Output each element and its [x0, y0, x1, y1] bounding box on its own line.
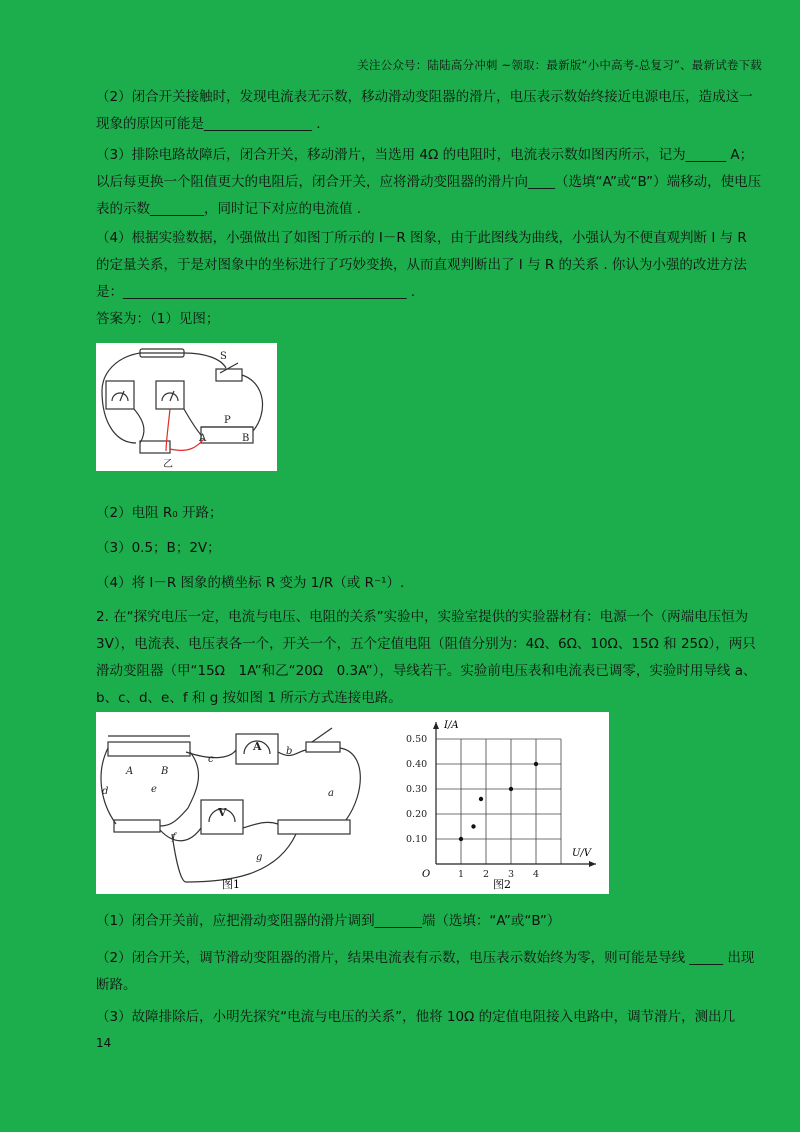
label-a: A: [199, 433, 207, 444]
figure-1-caption: 图1: [222, 878, 240, 891]
y-axis-label: I/A: [444, 720, 459, 731]
data-point: [471, 824, 475, 828]
page-number: 14: [96, 1036, 112, 1050]
answer-2: （2）电阻 R₀ 开路；: [96, 505, 223, 521]
circuit-label-f: f: [172, 832, 176, 843]
question-2-3: （3）故障排除后，小明先探究“电流与电压的关系”，他将 10Ω 的定值电阻接入电路中，调节滑片，测出几: [96, 1009, 736, 1025]
x-axis-arrow: [589, 861, 596, 867]
circuit-label-g: g: [256, 852, 263, 863]
answer-3: （3）0.5；B；2V；: [96, 540, 221, 556]
data-point: [509, 787, 513, 791]
data-point: [479, 797, 483, 801]
voltmeter-label: V: [218, 806, 227, 819]
x-tick-label: 2: [483, 869, 490, 880]
y-tick-label: 0.20: [406, 809, 428, 820]
question-2-1: （1）闭合开关前，应把滑动变阻器的滑片调到_______端（选填：“A”或“B”）: [96, 913, 561, 929]
answer-4: （4）将 I－R 图象的横坐标 R 变为 1/R（或 R⁻¹）.: [96, 575, 405, 591]
x-tick-label: 1: [458, 869, 465, 880]
question-4-text: （4）根据实验数据，小强做出了如图丁所示的 I－R 图象，由于此图线为曲线，小强认为不便直观判断 I 与 R 的定量关系，于是对图象中的坐标进行了巧妙变换，从而直观判断出了 I 与 R 的关系 . 你认为小强的改进方法是：__________________________________________ .: [96, 230, 747, 300]
data-point: [459, 837, 463, 841]
y-tick-label: 0.50: [406, 734, 428, 745]
circuit-label-b: b: [286, 746, 293, 757]
answer-circuit-figure: [96, 343, 277, 471]
figure-2-caption: 图2: [493, 878, 511, 891]
problem-2-text: 2. 在“探究电压一定，电流与电压、电阻的关系”实验中，实验室提供的实验器材有：电源一个（两端电压恒为 3V），电流表、电压表各一个，开关一个，五个定值电阻（阻值分别为：4Ω、6Ω、10Ω、15Ω 和 25Ω），两只滑动变阻器（甲“15Ω 1A”和乙“20Ω 0.3A”），导线若干。实验前电压表和电流表已调零，实验时用导线 a、b、c、d、e、f 和 g 按如图 1 所示方式连接电路。: [96, 609, 757, 706]
iu-chart: [406, 720, 596, 880]
circuit-label-c: c: [208, 754, 214, 765]
circuit-label-d: d: [102, 786, 109, 797]
x-tick-label: 3: [508, 869, 515, 880]
question-2-2: （2）闭合开关，调节滑动变阻器的滑片，结果电流表有示数，电压表示数始终为零，则可能是导线 _____ 出现断路。: [96, 950, 755, 993]
circuit-label-B: B: [161, 766, 169, 777]
label-p: P: [224, 415, 231, 426]
circuit-label-a: a: [328, 788, 334, 799]
x-tick-label: 4: [533, 869, 540, 880]
answer-intro: 答案为：（1）见图；: [96, 311, 220, 327]
label-b: B: [242, 433, 250, 444]
ammeter-label: A: [253, 740, 262, 753]
question-3-text: （3）排除电路故障后，闭合开关，移动滑片，当选用 4Ω 的电阻时，电流表示数如图丙所示，记为______ A；以后每更换一个阻值更大的电阻后，闭合开关，应将滑动变阻器的滑片向____（选填“A”或“B”）端移动，使电压表的示数________，同时记下对应的电流值 .: [96, 147, 762, 217]
y-tick-label: 0.30: [406, 784, 428, 795]
question-2-text: （2）闭合开关接触时，发现电流表无示数，移动滑动变阻器的滑片，电压表示数始终接近电源电压，造成这一现象的原因可能是________________ .: [96, 89, 753, 132]
circuit-label-e: e: [151, 784, 157, 795]
data-point: [534, 762, 538, 766]
circuit-label-A: A: [126, 766, 134, 777]
y-tick-label: 0.40: [406, 759, 428, 770]
label-s: S: [220, 351, 227, 362]
y-tick-label: 0.10: [406, 834, 428, 845]
page-header: 关注公众号：陆陆高分冲刺 ~领取：最新版“小中高考-总复习”、最新试卷下载: [357, 58, 762, 72]
y-axis-arrow: [433, 722, 439, 729]
origin-label: O: [422, 869, 431, 880]
x-axis-label: U/V: [572, 848, 592, 859]
label-z: 乙: [163, 459, 173, 470]
problem-2-figure: [96, 712, 609, 894]
